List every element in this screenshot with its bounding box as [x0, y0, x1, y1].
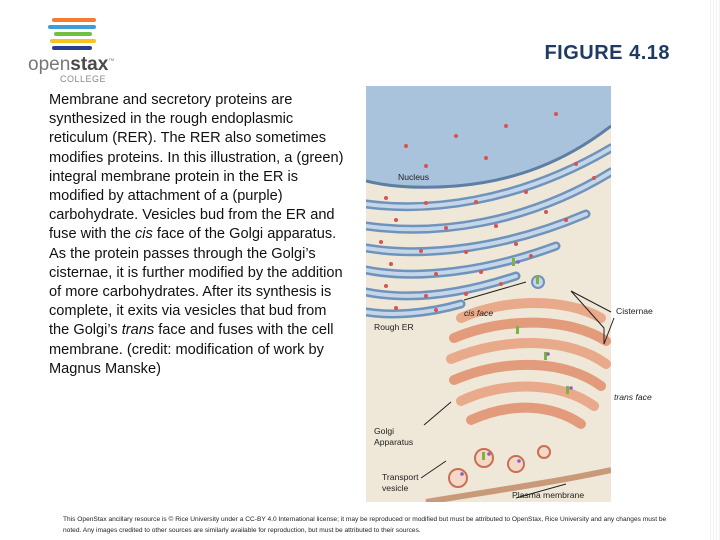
- logo-wordmark: [28, 54, 114, 76]
- label-golgi-line2: Apparatus: [374, 437, 414, 447]
- logo-word-bold: stax: [70, 54, 109, 75]
- figure-title: FIGURE 4.18: [544, 42, 670, 64]
- illustration-svg: [366, 86, 658, 502]
- caption-part-1: Membrane and secretory proteins are synthesized in the rough endoplasmic reticulum (RER). The RER also sometimes modifies proteins. In this illustration, a (green) integral membrane protein in the ER is modified by attachment of a (purple) carbohydrate. Vesicles bud from the ER and fuse with the: [49, 92, 344, 243]
- logo-bar-green: [54, 32, 92, 36]
- caption-italic-trans: trans: [121, 322, 155, 339]
- figure-caption: [49, 91, 349, 379]
- logo-subtitle: COLLEGE: [60, 74, 107, 84]
- label-transport-line1: Transport: [382, 472, 419, 482]
- label-nucleus: Nucleus: [398, 172, 430, 182]
- logo-bar-orange: [52, 18, 96, 22]
- label-golgi-line1: Golgi: [374, 426, 395, 436]
- er-golgi-illustration: [366, 86, 658, 502]
- caption-italic-cis: cis: [135, 226, 153, 243]
- openstax-college-logo: [28, 18, 128, 88]
- caption-part-2: face of the Golgi apparatus. As the protein passes through the Golgi’s cisternae, it is further modified by the addition of more carbohydrates. After its synthesis is complete, it exits via vesicles that bud from the Golgi’s: [49, 226, 343, 339]
- label-transport-line2: vesicle: [382, 483, 409, 493]
- label-cisternae: Cisternae: [616, 306, 653, 316]
- label-plasma-membrane: Plasma membrane: [512, 490, 585, 500]
- label-rough-er: Rough ER: [374, 322, 414, 332]
- logo-bar-navy: [52, 46, 92, 50]
- logo-word-light: open: [28, 54, 71, 75]
- logo-bars: [46, 18, 96, 53]
- logo-bar-yellow: [50, 39, 96, 43]
- logo-bar-blue: [48, 25, 96, 29]
- license-footer: This OpenStax ancillary resource is © Rice University under a CC-BY 4.0 International license; it may be reproduced or modified but must be attributed to OpenStax, Rice University and any changes must be noted. Any images credited to other sources are similarly available for reproduction, but must be attributed to their sources.: [63, 516, 667, 534]
- label-cis-face: cis face: [464, 308, 494, 318]
- logo-tm: ™: [108, 58, 115, 65]
- side-decoration: [710, 0, 720, 540]
- caption-part-3: face and fuses with the cell membrane. (credit: modification of work by Magnus Manske): [49, 322, 334, 377]
- label-trans-face: trans face: [614, 392, 652, 402]
